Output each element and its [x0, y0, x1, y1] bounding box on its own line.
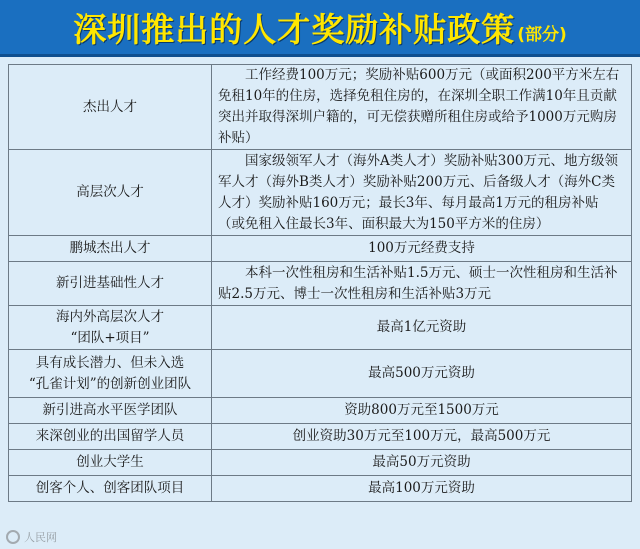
talent-category-label: 来深创业的出国留学人员	[35, 428, 185, 444]
talent-category-cell	[9, 476, 212, 502]
talent-category-label: 新引进高水平医学团队	[42, 402, 178, 418]
policy-row	[9, 424, 632, 450]
talent-category-label: 创业大学生	[76, 454, 144, 470]
policy-content-cell: 本科一次性租房和生活补贴1.5万元、硕士一次性租房和生活补贴2.5万元、博士一次性租房和生活补贴3万元	[212, 262, 632, 306]
policy-table-body	[9, 65, 632, 502]
title-bar	[0, 0, 640, 57]
policy-row	[9, 476, 632, 502]
talent-category-label: 海内外高层次人才	[56, 308, 164, 325]
policy-content-cell: 最高500万元资助	[212, 350, 632, 398]
policy-row	[9, 150, 632, 236]
policy-content-cell: 最高50万元资助	[212, 450, 632, 476]
circle-logo-icon	[6, 530, 20, 544]
talent-category-cell	[9, 398, 212, 424]
policy-row	[9, 450, 632, 476]
policy-row	[9, 65, 632, 150]
talent-category-cell	[9, 450, 212, 476]
talent-category-label: 具有成长潜力、但未入选	[35, 354, 185, 371]
policy-content-cell: 最高1亿元资助	[212, 306, 632, 350]
talent-category-cell	[9, 236, 212, 262]
policy-row	[9, 350, 632, 398]
talent-category-label: 杰出人才	[83, 98, 137, 115]
policy-row	[9, 236, 632, 262]
policy-row	[9, 306, 632, 350]
policy-row	[9, 262, 632, 306]
watermark-text: 人民网	[24, 531, 57, 544]
talent-category-label: 创客个人、创客团队项目	[35, 480, 185, 496]
talent-category-cell	[9, 424, 212, 450]
talent-category-label: “团队+项目”	[70, 329, 150, 346]
talent-category-cell	[9, 150, 212, 236]
policy-content-cell: 100万元经费支持	[212, 236, 632, 262]
page-subtitle: (部分)	[517, 24, 567, 45]
talent-category-label: 新引进基础性人才	[56, 275, 164, 291]
talent-category-cell	[9, 306, 212, 350]
policy-content-cell: 最高100万元资助	[212, 476, 632, 502]
policy-content-cell: 资助800万元至1500万元	[212, 398, 632, 424]
page-title: 深圳推出的人才奖励补贴政策	[73, 9, 516, 49]
talent-category-label: 高层次人才	[76, 184, 144, 200]
policy-content-cell: 国家级领军人才（海外A类人才）奖励补贴300万元、地方级领军人才（海外B类人才）奖励补贴200万元、后备级人才（海外C类人才）奖励补贴160万元；最长3年、每月最高1万元的租房补贴（或免租入住最长3年、面积最大为150平方米的住房）	[212, 150, 632, 236]
talent-category-label: 鹏城杰出人才	[69, 240, 151, 256]
talent-category-label: “孔雀计划”的创新创业团队	[28, 375, 192, 392]
policy-content-cell: 创业资助30万元至100万元，最高500万元	[212, 424, 632, 450]
talent-category-cell	[9, 65, 212, 150]
talent-category-cell	[9, 350, 212, 398]
talent-category-cell	[9, 262, 212, 306]
watermark	[6, 529, 57, 545]
policy-table	[8, 64, 632, 502]
policy-row	[9, 398, 632, 424]
policy-content-cell: 工作经费100万元；奖励补贴600万元（或面积200平方米左右免租10年的住房，选择免租住房的，在深圳全职工作满10年且贡献突出并取得深圳户籍的，可无偿获赠所租住房或给予1000万元购房补贴）	[212, 65, 632, 150]
